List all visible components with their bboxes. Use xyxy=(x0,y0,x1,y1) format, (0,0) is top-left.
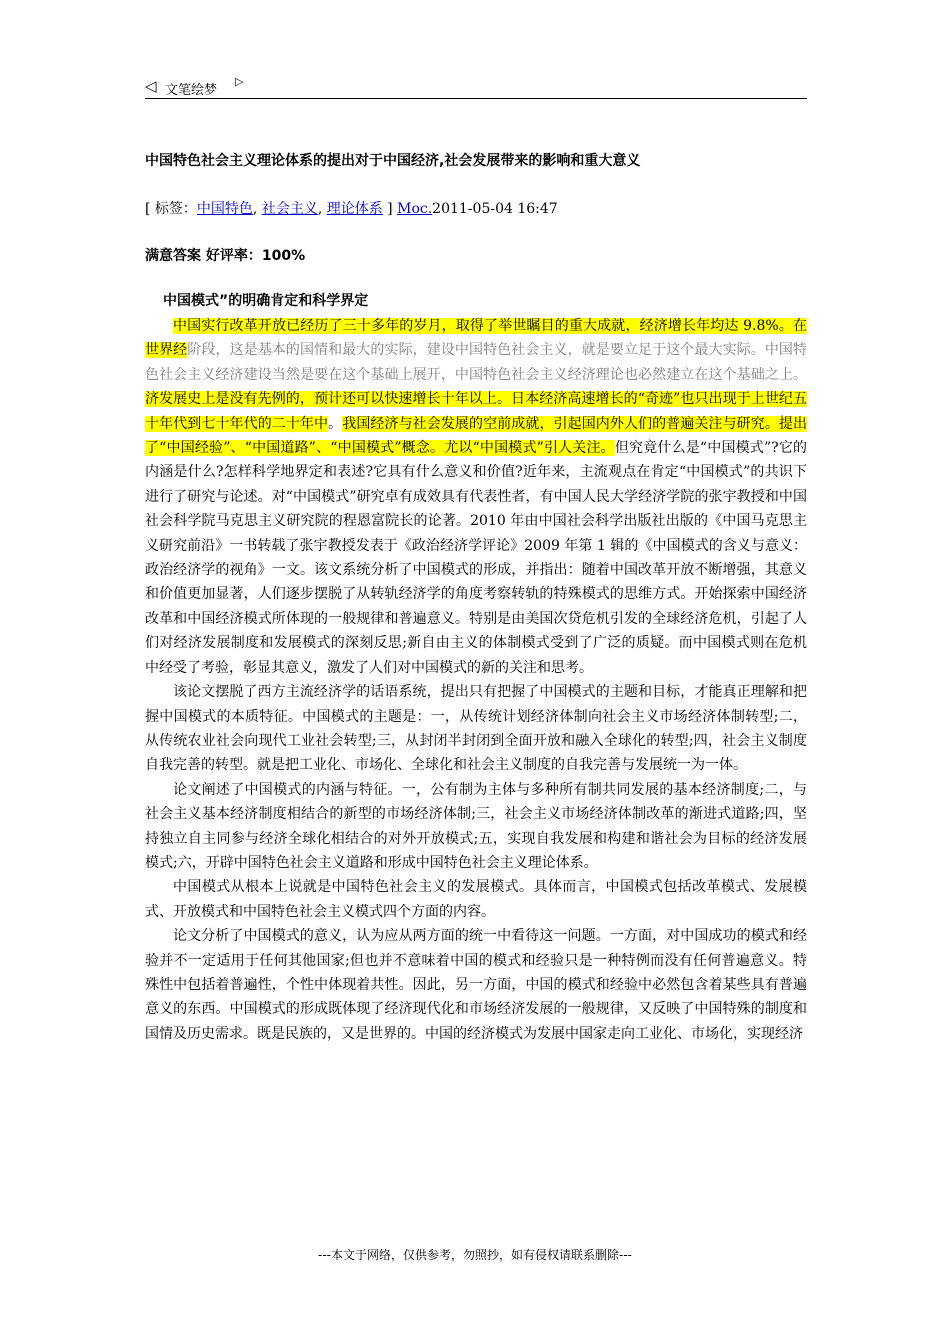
header-brand: 文笔绘梦 xyxy=(165,83,218,98)
tag-link-3[interactable]: 理论体系 xyxy=(326,201,383,217)
gray-text: 阶段，这是基本的国情和最大的实际，建设中国特色社会主义，就是要立足于这个最大实际。中国特色社会主义经济建设当然是要在这个基础上展开，中国特色社会主义经济理论也必然建立在这个基础之上。 xyxy=(145,342,808,383)
body-text-span: 但究竟什么是“中国模式”?它的内涵是什么?怎样科学地界定和表述?它具有什么意义和价值?近年来，主流观点在肯定“中国模式”的共识下进行了研究与论述。对“中国模式”研究卓有成效具有代表性者，有中国人民大学经济学院的张宇教授和中国社会科学院马克思主义研究院的程恩富院长的论著。2010 年由中国社会科学出版社出版的《中国马克思主义研究前沿》一书转载了张宇教授发表于《政治经济学评论》2009 年第 1 辑的《中国模式的含义与意义：政治经济学的视角》一文。该文系统分析了中国模式的形成，并指出：随着中国改革开放不断增强，其意义和价值更加显著，人们逐步摆脱了从转轨经济学的角度考察转轨的特殊模式的思维方式。开始探索中国经济改革和中国经济模式所体现的一般规律和普遍意义。特别是由美国次贷危机引发的全球经济危机，引起了人们对经济发展制度和发展模式的深刻反思;新自由主义的体制模式受到了广泛的质疑。而中国模式则在危机中经受了考验，彰显其意义，激发了人们对中国模式的新的关注和思考。 xyxy=(145,440,807,676)
paragraph-5: 论文分析了中国模式的意义，认为应从两方面的统一中看待这一问题。一方面，对中国成功的模式和经验并不一定适用于任何其他国家;但也并不意味着中国的模式和经验只是一种特例而没有任何普遍意义。特殊性中包括着普遍性，个性中体现着共性。因此，另一方面，中国的模式和经验中必然包含着某些具有普遍意义的东西。中国模式的形成既体现了经济现代化和市场经济发展的一般规律，又反映了中国特殊的制度和国情及历史需求。既是民族的，又是世界的。中国的经济模式为发展中国家走向工业化、市场化，实现经济 xyxy=(145,928,807,1042)
paragraph-1 xyxy=(145,314,807,680)
tag-link-1[interactable]: 中国特色 xyxy=(196,201,253,217)
highlighted-text: 中国实行改革开放已经历了三十多年的岁月，取得了举世瞩目的重大成就，经济增长年均达 9.8%。在世界经 xyxy=(145,318,807,359)
highlighted-text: 我国经济与社会发展的空前成就，引起国内外人们的普遍关注与研究。提出了“中国经验”、“中国道路”、“中国模式”概念。尤以“中国模式”引人关注。 xyxy=(145,415,808,457)
highlighted-text: 济发展史上是没有先例的，预计还可以快速增长十年以上。日本经济高速增长的“奇迹”也只出现于上世纪五十年代到七十年代的二十年中 xyxy=(145,391,807,432)
author-link[interactable]: Moc. xyxy=(397,201,433,217)
page-footer: ---本文于网络，仅供参考，勿照抄，如有侵权请联系删除--- xyxy=(318,1248,632,1262)
body-text-span: 。 xyxy=(328,415,343,432)
article-body xyxy=(145,314,807,1046)
page-header xyxy=(145,74,807,99)
paragraph-3: 论文阐述了中国模式的内涵与特征。一，公有制为主体与多种所有制共同发展的基本经济制度;二，与社会主义基本经济制度相结合的新型的市场经济体制;三，社会主义市场经济体制改革的渐进式道路;四，坚持独立自主同参与经济全球化相结合的对外开放模式;五，实现自我发展和构建和谐社会为目标的经济发展模式;六，开辟中国特色社会主义道路和形成中国特色社会主义理论体系。 xyxy=(145,781,807,871)
paragraph-4: 中国模式从根本上说就是中国特色社会主义的发展模式。具体而言，中国模式包括改革模式、发展模式、开放模式和中国特色社会主义模式四个方面的内容。 xyxy=(145,879,807,920)
tag-link-2[interactable]: 社会主义 xyxy=(261,201,318,217)
article-title: 中国特色社会主义理论体系的提出对于中国经济,社会发展带来的影响和重大意义 xyxy=(145,153,641,169)
section-heading: 中国模式”的明确肯定和科学界定 xyxy=(163,293,369,309)
right-triangle-icon: ▷ xyxy=(235,75,244,88)
left-triangle-icon: ◁ xyxy=(145,77,157,95)
paragraph-2: 该论文摆脱了西方主流经济学的话语系统，提出只有把握了中国模式的主题和目标，才能真正理解和把握中国模式的本质特征。中国模式的主题是：一，从传统计划经济体制向社会主义市场经济体制转型;二，从传统农业社会向现代工业社会转型;三，从封闭半封闭到全面开放和融入全球化的转型;四，社会主义制度自我完善的转型。就是把工业化、市场化、全球化和社会主义制度的自我完善与发展统一为一体。 xyxy=(145,684,807,774)
tags-prefix: [ 标签： xyxy=(145,201,197,217)
post-datetime: 2011-05-04 16:47 xyxy=(432,201,558,217)
satisfied-answer-label: 满意答案 好评率：100% xyxy=(145,248,306,264)
tag-line: [ 标签：中国特色, 社会主义, 理论体系 ] Moc.2011-05-04 16:47 xyxy=(145,201,558,217)
tags-close: ] xyxy=(382,201,398,217)
